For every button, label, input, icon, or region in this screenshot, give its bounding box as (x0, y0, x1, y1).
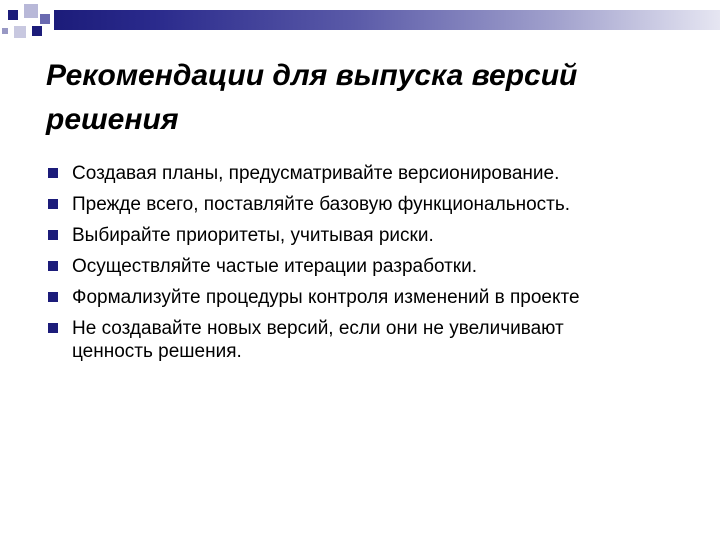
square-bullet-icon (48, 199, 58, 209)
bullet-item (46, 193, 646, 216)
header-gradient-band (54, 10, 720, 30)
slide-title: Рекомендации для выпуска версий решения (46, 59, 578, 136)
bullet-text: Прежде всего, поставляйте базовую функциональность. (72, 194, 571, 215)
square-decoration (32, 26, 42, 36)
bullet-text: Формализуйте процедуры контроля изменений в проекте (72, 287, 580, 308)
square-decoration (14, 26, 26, 38)
bullet-item (46, 162, 646, 185)
bullet-item (46, 255, 646, 278)
bullet-text: Не создавайте новых версий, если они не увеличивают ценность решения. (72, 318, 564, 362)
square-decoration (2, 28, 8, 34)
square-bullet-icon (48, 292, 58, 302)
bullet-item (46, 317, 646, 363)
square-bullet-icon (48, 230, 58, 240)
bullet-text: Выбирайте приоритеты, учитывая риски. (72, 225, 434, 246)
bullet-list (46, 162, 646, 371)
square-decoration (8, 10, 18, 20)
square-bullet-icon (48, 168, 58, 178)
bullet-text: Осуществляйте частые итерации разработки. (72, 256, 478, 277)
square-decoration (24, 4, 38, 18)
bullet-text: Создавая планы, предусматривайте версионирование. (72, 163, 560, 184)
square-decoration (40, 14, 50, 24)
bullet-item (46, 286, 646, 309)
bullet-item (46, 224, 646, 247)
square-bullet-icon (48, 261, 58, 271)
decorative-squares-icon (0, 0, 60, 46)
square-bullet-icon (48, 323, 58, 333)
